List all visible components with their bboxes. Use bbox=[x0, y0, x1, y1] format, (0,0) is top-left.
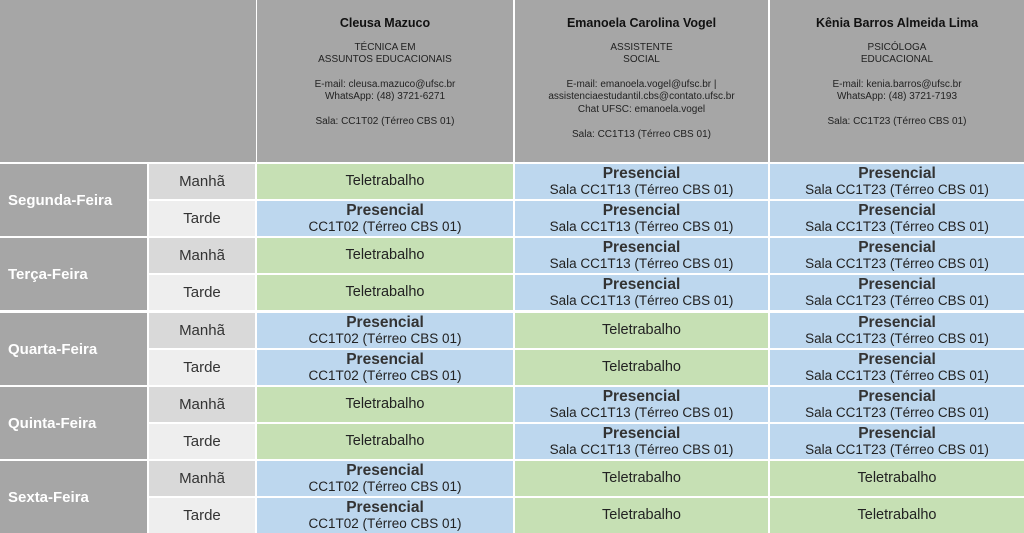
schedule-cell bbox=[257, 424, 513, 459]
room-text: Sala CC1T23 (Térreo CBS 01) bbox=[805, 405, 989, 420]
staff-contact: E-mail: kenia.barros@ufsc.br WhatsApp: (48) 3721-7193 bbox=[832, 78, 962, 103]
mode-text: Presencial bbox=[602, 276, 681, 293]
mode-text: Teletrabalho bbox=[345, 247, 425, 263]
staff-room: Sala: CC1T13 (Térreo CBS 01) bbox=[572, 128, 711, 140]
mode-text: Presencial bbox=[346, 202, 424, 219]
staff-name: Kênia Barros Almeida Lima bbox=[815, 16, 979, 30]
schedule-cell bbox=[770, 313, 1024, 348]
staff-contact: E-mail: emanoela.vogel@ufsc.br | assistenciaestudantil.cbs@contato.ufsc.br Chat UFSC: emanoela.vogel bbox=[548, 78, 735, 115]
room-text: CC1T02 (Térreo CBS 01) bbox=[308, 516, 462, 531]
mode-text: Presencial bbox=[602, 388, 681, 405]
room-text: CC1T02 (Térreo CBS 01) bbox=[308, 219, 462, 234]
room-text: CC1T02 (Térreo CBS 01) bbox=[308, 368, 462, 383]
mode-text: Presencial bbox=[602, 239, 681, 256]
schedule-cell bbox=[257, 350, 513, 385]
period-label: Manhã bbox=[149, 313, 255, 348]
day-label: Segunda-Feira bbox=[0, 164, 147, 236]
mode-text: Presencial bbox=[346, 499, 424, 516]
staff-contact: E-mail: cleusa.mazuco@ufsc.br WhatsApp: (48) 3721-6271 bbox=[314, 78, 456, 103]
staff-role: PSICÓLOGA EDUCACIONAL bbox=[860, 41, 934, 66]
staff-name: Cleusa Mazuco bbox=[339, 16, 431, 30]
room-text: Sala CC1T13 (Térreo CBS 01) bbox=[549, 293, 734, 308]
schedule-cell bbox=[770, 498, 1024, 533]
mode-text: Teletrabalho bbox=[602, 507, 681, 523]
mode-text: Presencial bbox=[858, 202, 936, 219]
period-label: Manhã bbox=[149, 238, 255, 273]
mode-text: Presencial bbox=[858, 425, 936, 442]
mode-text: Presencial bbox=[858, 239, 936, 256]
mode-text: Presencial bbox=[858, 388, 936, 405]
staff-header bbox=[257, 0, 513, 162]
mode-text: Presencial bbox=[858, 276, 936, 293]
mode-text: Presencial bbox=[346, 351, 424, 368]
room-text: CC1T02 (Térreo CBS 01) bbox=[308, 479, 462, 494]
room-text: Sala CC1T13 (Térreo CBS 01) bbox=[549, 405, 734, 420]
mode-text: Presencial bbox=[858, 314, 936, 331]
schedule-cell bbox=[770, 350, 1024, 385]
schedule-cell bbox=[257, 201, 513, 236]
day-label: Sexta-Feira bbox=[0, 461, 147, 533]
period-label: Manhã bbox=[149, 164, 255, 199]
mode-text: Presencial bbox=[602, 202, 681, 219]
period-label: Tarde bbox=[149, 350, 255, 385]
schedule-cell bbox=[515, 201, 768, 236]
schedule-cell bbox=[770, 424, 1024, 459]
mode-text: Presencial bbox=[602, 165, 681, 182]
room-text: Sala CC1T13 (Térreo CBS 01) bbox=[549, 256, 734, 271]
day-label: Terça-Feira bbox=[0, 238, 147, 310]
schedule-cell bbox=[257, 387, 513, 422]
schedule-cell bbox=[770, 164, 1024, 199]
room-text: Sala CC1T23 (Térreo CBS 01) bbox=[805, 331, 989, 346]
staff-role: ASSISTENTE SOCIAL bbox=[610, 41, 673, 66]
schedule-cell bbox=[515, 461, 768, 496]
schedule-cell bbox=[515, 424, 768, 459]
period-label: Manhã bbox=[149, 387, 255, 422]
room-text: Sala CC1T13 (Térreo CBS 01) bbox=[549, 442, 734, 457]
schedule-cell bbox=[770, 275, 1024, 310]
period-label: Tarde bbox=[149, 275, 255, 310]
staff-role: TÉCNICA EM ASSUNTOS EDUCACIONAIS bbox=[318, 41, 452, 66]
room-text: Sala CC1T23 (Térreo CBS 01) bbox=[805, 293, 989, 308]
mode-text: Presencial bbox=[858, 351, 936, 368]
room-text: CC1T02 (Térreo CBS 01) bbox=[308, 331, 462, 346]
room-text: Sala CC1T23 (Térreo CBS 01) bbox=[805, 182, 989, 197]
room-text: Sala CC1T23 (Térreo CBS 01) bbox=[805, 256, 989, 271]
room-text: Sala CC1T23 (Térreo CBS 01) bbox=[805, 368, 989, 383]
room-text: Sala CC1T13 (Térreo CBS 01) bbox=[549, 182, 734, 197]
mode-text: Teletrabalho bbox=[345, 433, 425, 449]
period-label: Tarde bbox=[149, 424, 255, 459]
mode-text: Teletrabalho bbox=[345, 396, 425, 412]
mode-text: Teletrabalho bbox=[857, 470, 937, 486]
corner-cell bbox=[0, 0, 256, 162]
day-label: Quarta-Feira bbox=[0, 313, 147, 385]
period-label: Tarde bbox=[149, 201, 255, 236]
schedule-cell bbox=[515, 238, 768, 273]
schedule-cell bbox=[515, 275, 768, 310]
mode-text: Teletrabalho bbox=[857, 507, 937, 523]
room-text: Sala CC1T23 (Térreo CBS 01) bbox=[805, 442, 989, 457]
schedule-cell bbox=[515, 498, 768, 533]
schedule-cell bbox=[770, 238, 1024, 273]
mode-text: Teletrabalho bbox=[345, 173, 425, 189]
schedule-cell bbox=[257, 164, 513, 199]
period-label: Tarde bbox=[149, 498, 255, 533]
period-label: Manhã bbox=[149, 461, 255, 496]
mode-text: Teletrabalho bbox=[602, 470, 681, 486]
schedule-cell bbox=[770, 461, 1024, 496]
schedule-cell bbox=[257, 313, 513, 348]
staff-name: Emanoela Carolina Vogel bbox=[566, 16, 717, 30]
schedule-cell bbox=[515, 387, 768, 422]
schedule-cell bbox=[257, 275, 513, 310]
mode-text: Presencial bbox=[346, 314, 424, 331]
staff-room: Sala: CC1T02 (Térreo CBS 01) bbox=[315, 115, 455, 127]
schedule-cell bbox=[257, 498, 513, 533]
staff-header bbox=[770, 0, 1024, 162]
schedule-cell bbox=[257, 238, 513, 273]
mode-text: Teletrabalho bbox=[602, 359, 681, 375]
staff-room: Sala: CC1T23 (Térreo CBS 01) bbox=[827, 115, 967, 127]
staff-header bbox=[515, 0, 768, 162]
room-text: Sala CC1T13 (Térreo CBS 01) bbox=[549, 219, 734, 234]
schedule-cell bbox=[770, 201, 1024, 236]
mode-text: Teletrabalho bbox=[345, 284, 425, 300]
mode-text: Teletrabalho bbox=[602, 322, 681, 338]
schedule-cell bbox=[257, 461, 513, 496]
schedule-cell bbox=[515, 313, 768, 348]
mode-text: Presencial bbox=[346, 462, 424, 479]
schedule-cell bbox=[515, 350, 768, 385]
schedule-cell bbox=[515, 164, 768, 199]
day-label: Quinta-Feira bbox=[0, 387, 147, 459]
mode-text: Presencial bbox=[858, 165, 936, 182]
mode-text: Presencial bbox=[602, 425, 681, 442]
room-text: Sala CC1T23 (Térreo CBS 01) bbox=[805, 219, 989, 234]
schedule-cell bbox=[770, 387, 1024, 422]
